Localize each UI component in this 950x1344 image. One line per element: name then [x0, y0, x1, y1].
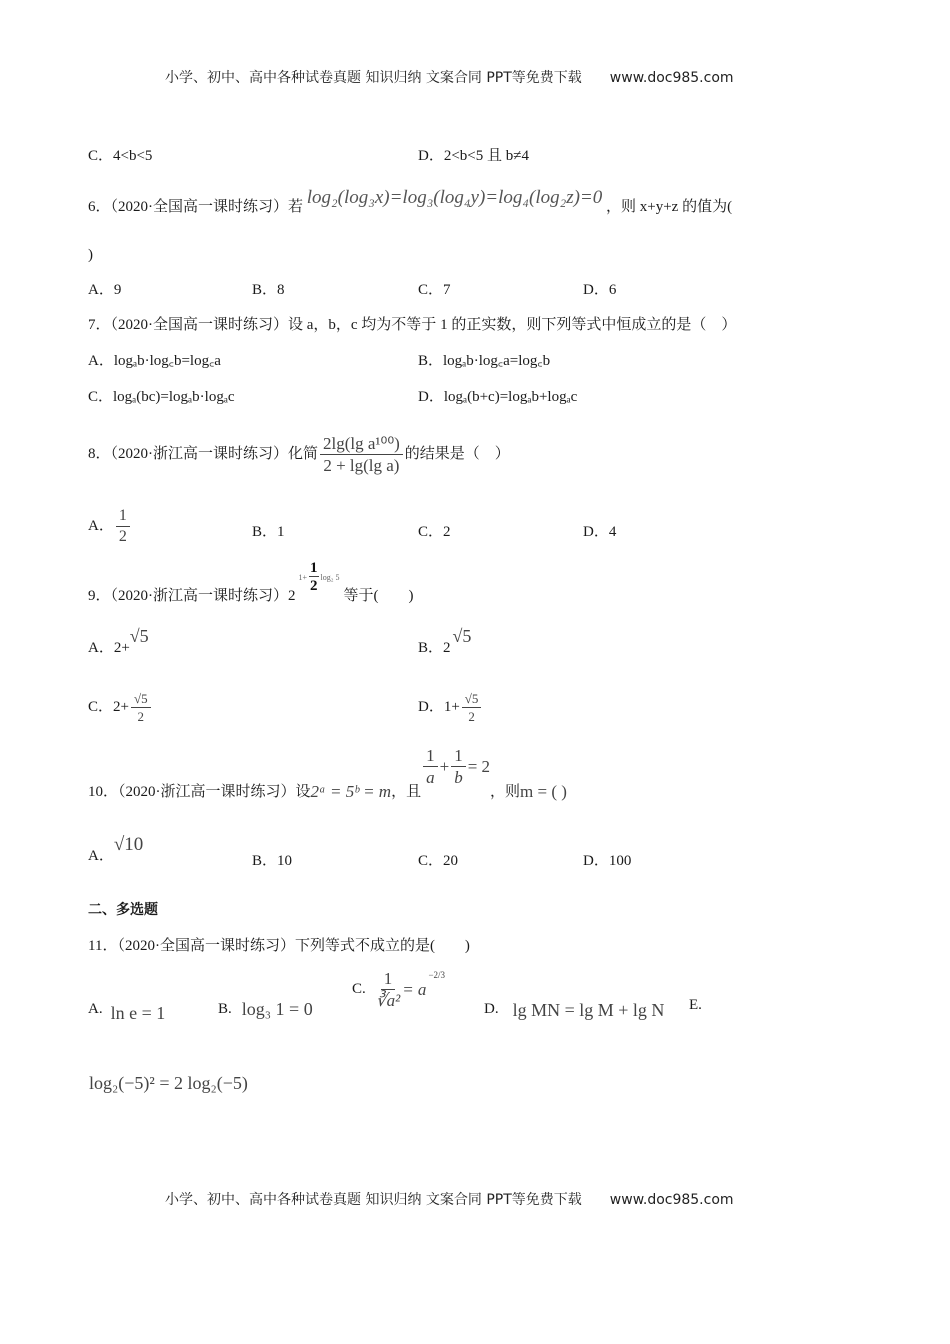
label: C．2+ — [88, 699, 129, 715]
header-url[interactable]: www.doc985.com — [609, 70, 734, 86]
label: D．1+ — [418, 699, 460, 715]
rhs: = a — [402, 980, 427, 999]
equation: lg MN = lg M + lg N — [512, 1000, 665, 1020]
denominator: 2 — [310, 578, 318, 594]
radical: √10 — [113, 834, 144, 855]
label: D. — [484, 1001, 499, 1017]
q10-equation: 2ᵃ = 5ᵇ = m — [310, 782, 392, 801]
q6-stem: 6．（2020·全国高一课时练习）若 — [88, 199, 303, 215]
q8-numerator: 2lg(lg a¹⁰⁰) — [320, 435, 403, 455]
exponent: −2/3 — [428, 970, 446, 980]
numerator: 1 — [310, 560, 318, 576]
q8-fraction — [320, 435, 403, 474]
q10-condition — [421, 747, 490, 786]
q10-option-d: D．100 — [583, 853, 632, 869]
fraction — [423, 747, 438, 786]
radical: √5 — [452, 626, 472, 646]
q11-option-b — [218, 998, 313, 1017]
denominator: 2 — [468, 709, 475, 724]
q9-option-d — [418, 692, 483, 723]
equation: ln e = 1 — [110, 1003, 166, 1023]
exp-log: log₂ 5 — [320, 572, 340, 582]
denominator: ∛a² — [375, 991, 401, 1010]
q11-option-e-label: E. — [689, 997, 702, 1013]
denominator: a — [426, 768, 435, 787]
q9-option-c — [88, 692, 153, 723]
page-footer — [165, 1193, 734, 1207]
plus: + — [439, 757, 450, 776]
question-9 — [88, 560, 414, 604]
section-heading-multiple-choice: 二、多选题 — [88, 902, 158, 918]
fraction — [376, 970, 400, 1009]
q10-option-c: C．20 — [418, 853, 459, 869]
q6-equation: log₂(log₃x)=log₃(log₄y)=log₄(log₂z)=0 — [306, 187, 603, 208]
q8-denominator: 2 + lg(lg a) — [323, 455, 400, 475]
q6-option-a: A．9 — [88, 282, 122, 298]
q8-option-c: C．2 — [418, 524, 451, 540]
q7-stem: 7．（2020·全国高一课时练习）设 a，b，c 均为不等于 1 的正实数，则下列等式中恒成立的是（ ） — [88, 317, 737, 333]
question-8 — [88, 424, 510, 484]
question-10 — [88, 746, 567, 801]
exp-prefix: 1+ — [298, 572, 308, 582]
q6-option-b: B．8 — [252, 282, 285, 298]
q11-option-c — [352, 970, 445, 1009]
denominator: 2 — [118, 528, 127, 545]
label: A. — [88, 1001, 103, 1017]
equals-two: = 2 — [467, 757, 491, 776]
q10-option-a — [88, 834, 144, 864]
label: B．2 — [418, 640, 451, 656]
fraction — [131, 692, 151, 723]
q11-option-e-equation: log₂(−5)² = 2 log₂(−5) — [89, 1073, 248, 1093]
q9-option-b — [418, 626, 472, 656]
q7-option-a: A．logₐb·log꜀b=log꜀a — [88, 353, 221, 369]
label: A． — [88, 848, 114, 864]
header-text: 小学、初中、高中各种试卷真题 知识归纳 文案合同 PPT等免费下载 — [165, 70, 582, 86]
q8-option-a-label: A． — [88, 518, 114, 534]
q6-close-paren: ) — [88, 247, 93, 263]
q9-option-a — [88, 626, 149, 656]
label: C. — [352, 981, 366, 997]
q8-stem: 8．（2020·浙江高一课时练习）化简 — [88, 445, 318, 462]
q8-option-a — [88, 508, 132, 545]
q11-option-d — [484, 998, 665, 1020]
q10-option-b: B．10 — [252, 853, 293, 869]
numerator: 1 — [381, 970, 396, 990]
q8-tail: 的结果是（ ） — [404, 445, 510, 462]
q6-tail: ，则 x+y+z 的值为( — [606, 199, 733, 215]
q10-answer-blank: m = ( ) — [520, 782, 567, 801]
q5-option-d: D．2<b<5 且 b≠4 — [418, 148, 529, 164]
numerator: √5 — [462, 692, 482, 708]
numerator: 1 — [423, 747, 438, 767]
q11-option-a — [88, 998, 166, 1023]
fraction — [451, 747, 466, 786]
q6-option-c: C．7 — [418, 282, 451, 298]
q6-option-d: D．6 — [583, 282, 617, 298]
q8-option-a-fraction — [116, 508, 130, 545]
numerator: √5 — [131, 692, 151, 708]
page-header — [165, 71, 734, 85]
label: A．2+ — [88, 640, 130, 656]
denominator: 2 — [137, 709, 145, 724]
q7-option-d: D．logₐ(b+c)=logₐb+logₐc — [418, 389, 578, 405]
q8-option-d: D．4 — [583, 524, 617, 540]
footer-url[interactable]: www.doc985.com — [609, 1192, 734, 1208]
denominator: b — [454, 768, 463, 787]
q10-stem: 10．（2020·浙江高一课时练习）设 — [88, 784, 311, 800]
q9-stem: 9．（2020·浙江高一课时练习）2 — [88, 588, 296, 604]
q5-option-c: C．4<b<5 — [88, 148, 153, 164]
question-6 — [88, 187, 733, 215]
equation: log₃ 1 = 0 — [241, 999, 313, 1019]
q11-stem: 11．（2020·全国高一课时练习）下列等式不成立的是( ) — [88, 938, 470, 954]
footer-text: 小学、初中、高中各种试卷真题 知识归纳 文案合同 PPT等免费下载 — [165, 1192, 582, 1208]
exp-fraction — [309, 561, 319, 594]
numerator: 1 — [451, 747, 466, 767]
radical: √5 — [129, 626, 149, 646]
fraction — [462, 692, 482, 723]
q10-mid: ，且 — [391, 784, 422, 800]
q7-option-b: B．logₐb·log꜀a=log꜀b — [418, 353, 551, 369]
q9-tail: 等于( ) — [343, 588, 414, 604]
numerator: 1 — [116, 508, 130, 527]
q9-exponent — [299, 561, 340, 594]
q10-tail: ，则 — [490, 784, 521, 800]
q8-option-b: B．1 — [252, 524, 285, 540]
label: B. — [218, 1001, 232, 1017]
q7-option-c: C．logₐ(bc)=logₐb·logₐc — [88, 389, 235, 405]
